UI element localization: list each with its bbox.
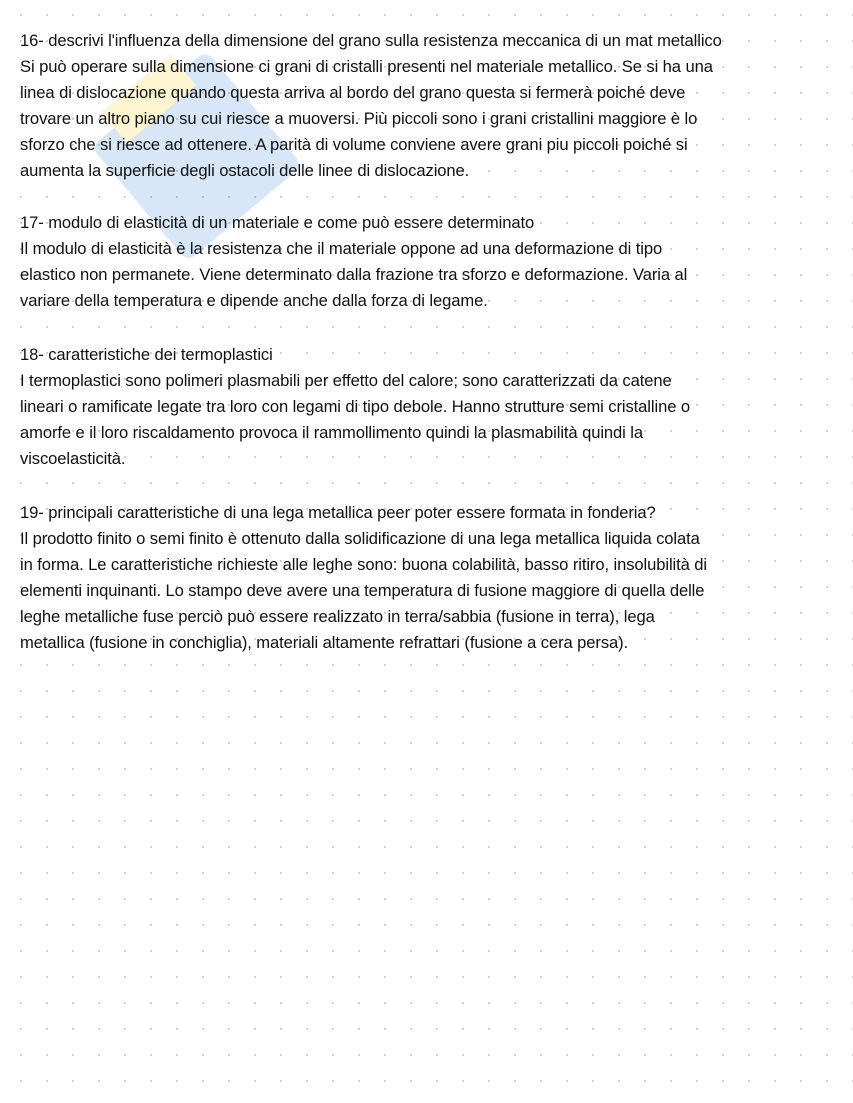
question-title: 19- principali caratteristiche di una lega metallica peer poter essere formata in fonderia?: [20, 503, 656, 522]
text-line: elementi inquinanti. Lo stampo deve avere una temperatura di fusione maggiore di quella delle: [20, 581, 705, 600]
text-line: Il modulo di elasticità è la resistenza che il materiale oppone ad una deformazione di tipo: [20, 239, 663, 258]
answer-17: [20, 210, 687, 314]
answer-18: [20, 342, 690, 472]
text-line: Si può operare sulla dimensione ci grani di cristalli presenti nel materiale metallico. Se si ha una: [20, 57, 713, 76]
text-line: in forma. Le caratteristiche richieste alle leghe sono: buona colabilità, basso ritiro, insolubilità di: [20, 555, 708, 574]
answer-19: [20, 500, 707, 656]
text-line: trovare un altro piano su cui riesce a muoversi. Più piccoli sono i grani cristallini maggiore è lo: [20, 109, 698, 128]
text-line: lineari o ramificate legate tra loro con legami di tipo debole. Hanno strutture semi cristalline o: [20, 397, 690, 416]
question-title: 16- descrivi l'influenza della dimensione del grano sulla resistenza meccanica di un mat metallico: [20, 31, 722, 50]
text-line: elastico non permanete. Viene determinato dalla frazione tra sforzo e deformazione. Varia al: [20, 265, 688, 284]
text-line: leghe metalliche fuse perciò può essere realizzato in terra/sabbia (fusione in terra), lega: [20, 607, 655, 626]
text-line: Il prodotto finito o semi finito è ottenuto dalla solidificazione di una lega metallica liquida colata: [20, 529, 700, 548]
text-line: sforzo che si riesce ad ottenere. A parità di volume conviene avere grani piu piccoli poiché si: [20, 135, 688, 154]
text-line: linea di dislocazione quando questa arriva al bordo del grano questa si fermerà poiché deve: [20, 83, 686, 102]
answer-16: [20, 28, 722, 184]
text-line: variare della temperatura e dipende anche dalla forza di legame.: [20, 291, 488, 310]
text-line: aumenta la superficie degli ostacoli delle linee di dislocazione.: [20, 161, 470, 180]
text-line: amorfe e il loro riscaldamento provoca il rammollimento quindi la plasmabilità quindi la: [20, 423, 643, 442]
question-title: 18- caratteristiche dei termoplastici: [20, 345, 273, 364]
text-line: I termoplastici sono polimeri plasmabili per effetto del calore; sono caratterizzati da catene: [20, 371, 672, 390]
text-line: viscoelasticità.: [20, 449, 126, 468]
text-line: metallica (fusione in conchiglia), materiali altamente refrattari (fusione a cera persa).: [20, 633, 629, 652]
question-title: 17- modulo di elasticità di un materiale e come può essere determinato: [20, 213, 535, 232]
